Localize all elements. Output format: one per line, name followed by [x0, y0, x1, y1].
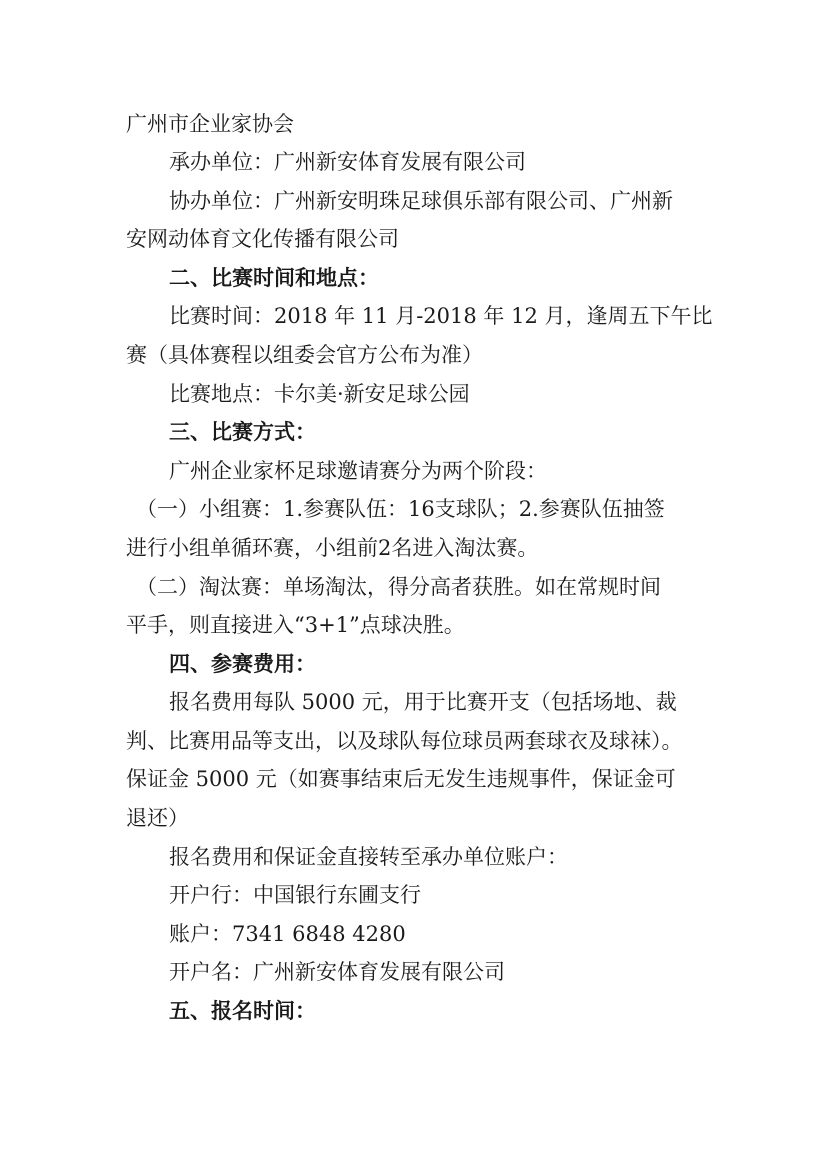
fee-line: 报名费用每队 5000 元，用于比赛开支（包括场地、裁	[169, 690, 677, 714]
fee-line-cont: 判、比赛用品等支出，以及球队每位球员两套球衣及球袜）。	[126, 729, 683, 753]
match-time-line-cont: 赛（具体赛程以组委会官方公布为准）	[126, 343, 483, 367]
group-stage-line-cont: 进行小组单循环赛，小组前2名进入淘汰赛。	[126, 536, 539, 560]
account-number-line: 账户：7341 6848 4280	[169, 922, 406, 946]
section-heading-5: 五、报名时间：	[169, 999, 316, 1023]
section-heading-2: 二、比赛时间和地点：	[169, 266, 379, 290]
host-unit-line: 承办单位：广州新安体育发展有限公司	[169, 150, 526, 174]
format-intro-line: 广州企业家杯足球邀请赛分为两个阶段：	[169, 459, 547, 483]
section-heading-3: 三、比赛方式：	[169, 420, 316, 444]
deposit-line-cont: 退还）	[126, 806, 189, 830]
knockout-stage-line-cont: 平手，则直接进入“3+1”点球决胜。	[126, 613, 465, 637]
match-time-line: 比赛时间：2018 年 11 月-2018 年 12 月，逢周五下午比	[169, 304, 713, 328]
group-stage-line: （一）小组赛：1.参赛队伍：16支球队；2.参赛队伍抽签	[136, 497, 665, 521]
match-venue-line: 比赛地点：卡尔美·新安足球公园	[169, 382, 470, 406]
co-host-unit-line: 协办单位：广州新安明珠足球俱乐部有限公司、广州新	[169, 189, 673, 213]
section-heading-4: 四、参赛费用：	[169, 652, 316, 676]
deposit-line: 保证金 5000 元（如赛事结束后无发生违规事件，保证金可	[126, 767, 676, 791]
co-host-unit-line-cont: 安网动体育文化传播有限公司	[126, 227, 399, 251]
payment-intro-line: 报名费用和保证金直接转至承办单位账户：	[169, 845, 568, 869]
organizer-line: 广州市企业家协会	[126, 112, 294, 136]
account-name-line: 开户名：广州新安体育发展有限公司	[169, 960, 505, 984]
bank-line: 开户行：中国银行东圃支行	[169, 883, 421, 907]
knockout-stage-line: （二）淘汰赛：单场淘汰，得分高者获胜。如在常规时间	[136, 575, 661, 599]
